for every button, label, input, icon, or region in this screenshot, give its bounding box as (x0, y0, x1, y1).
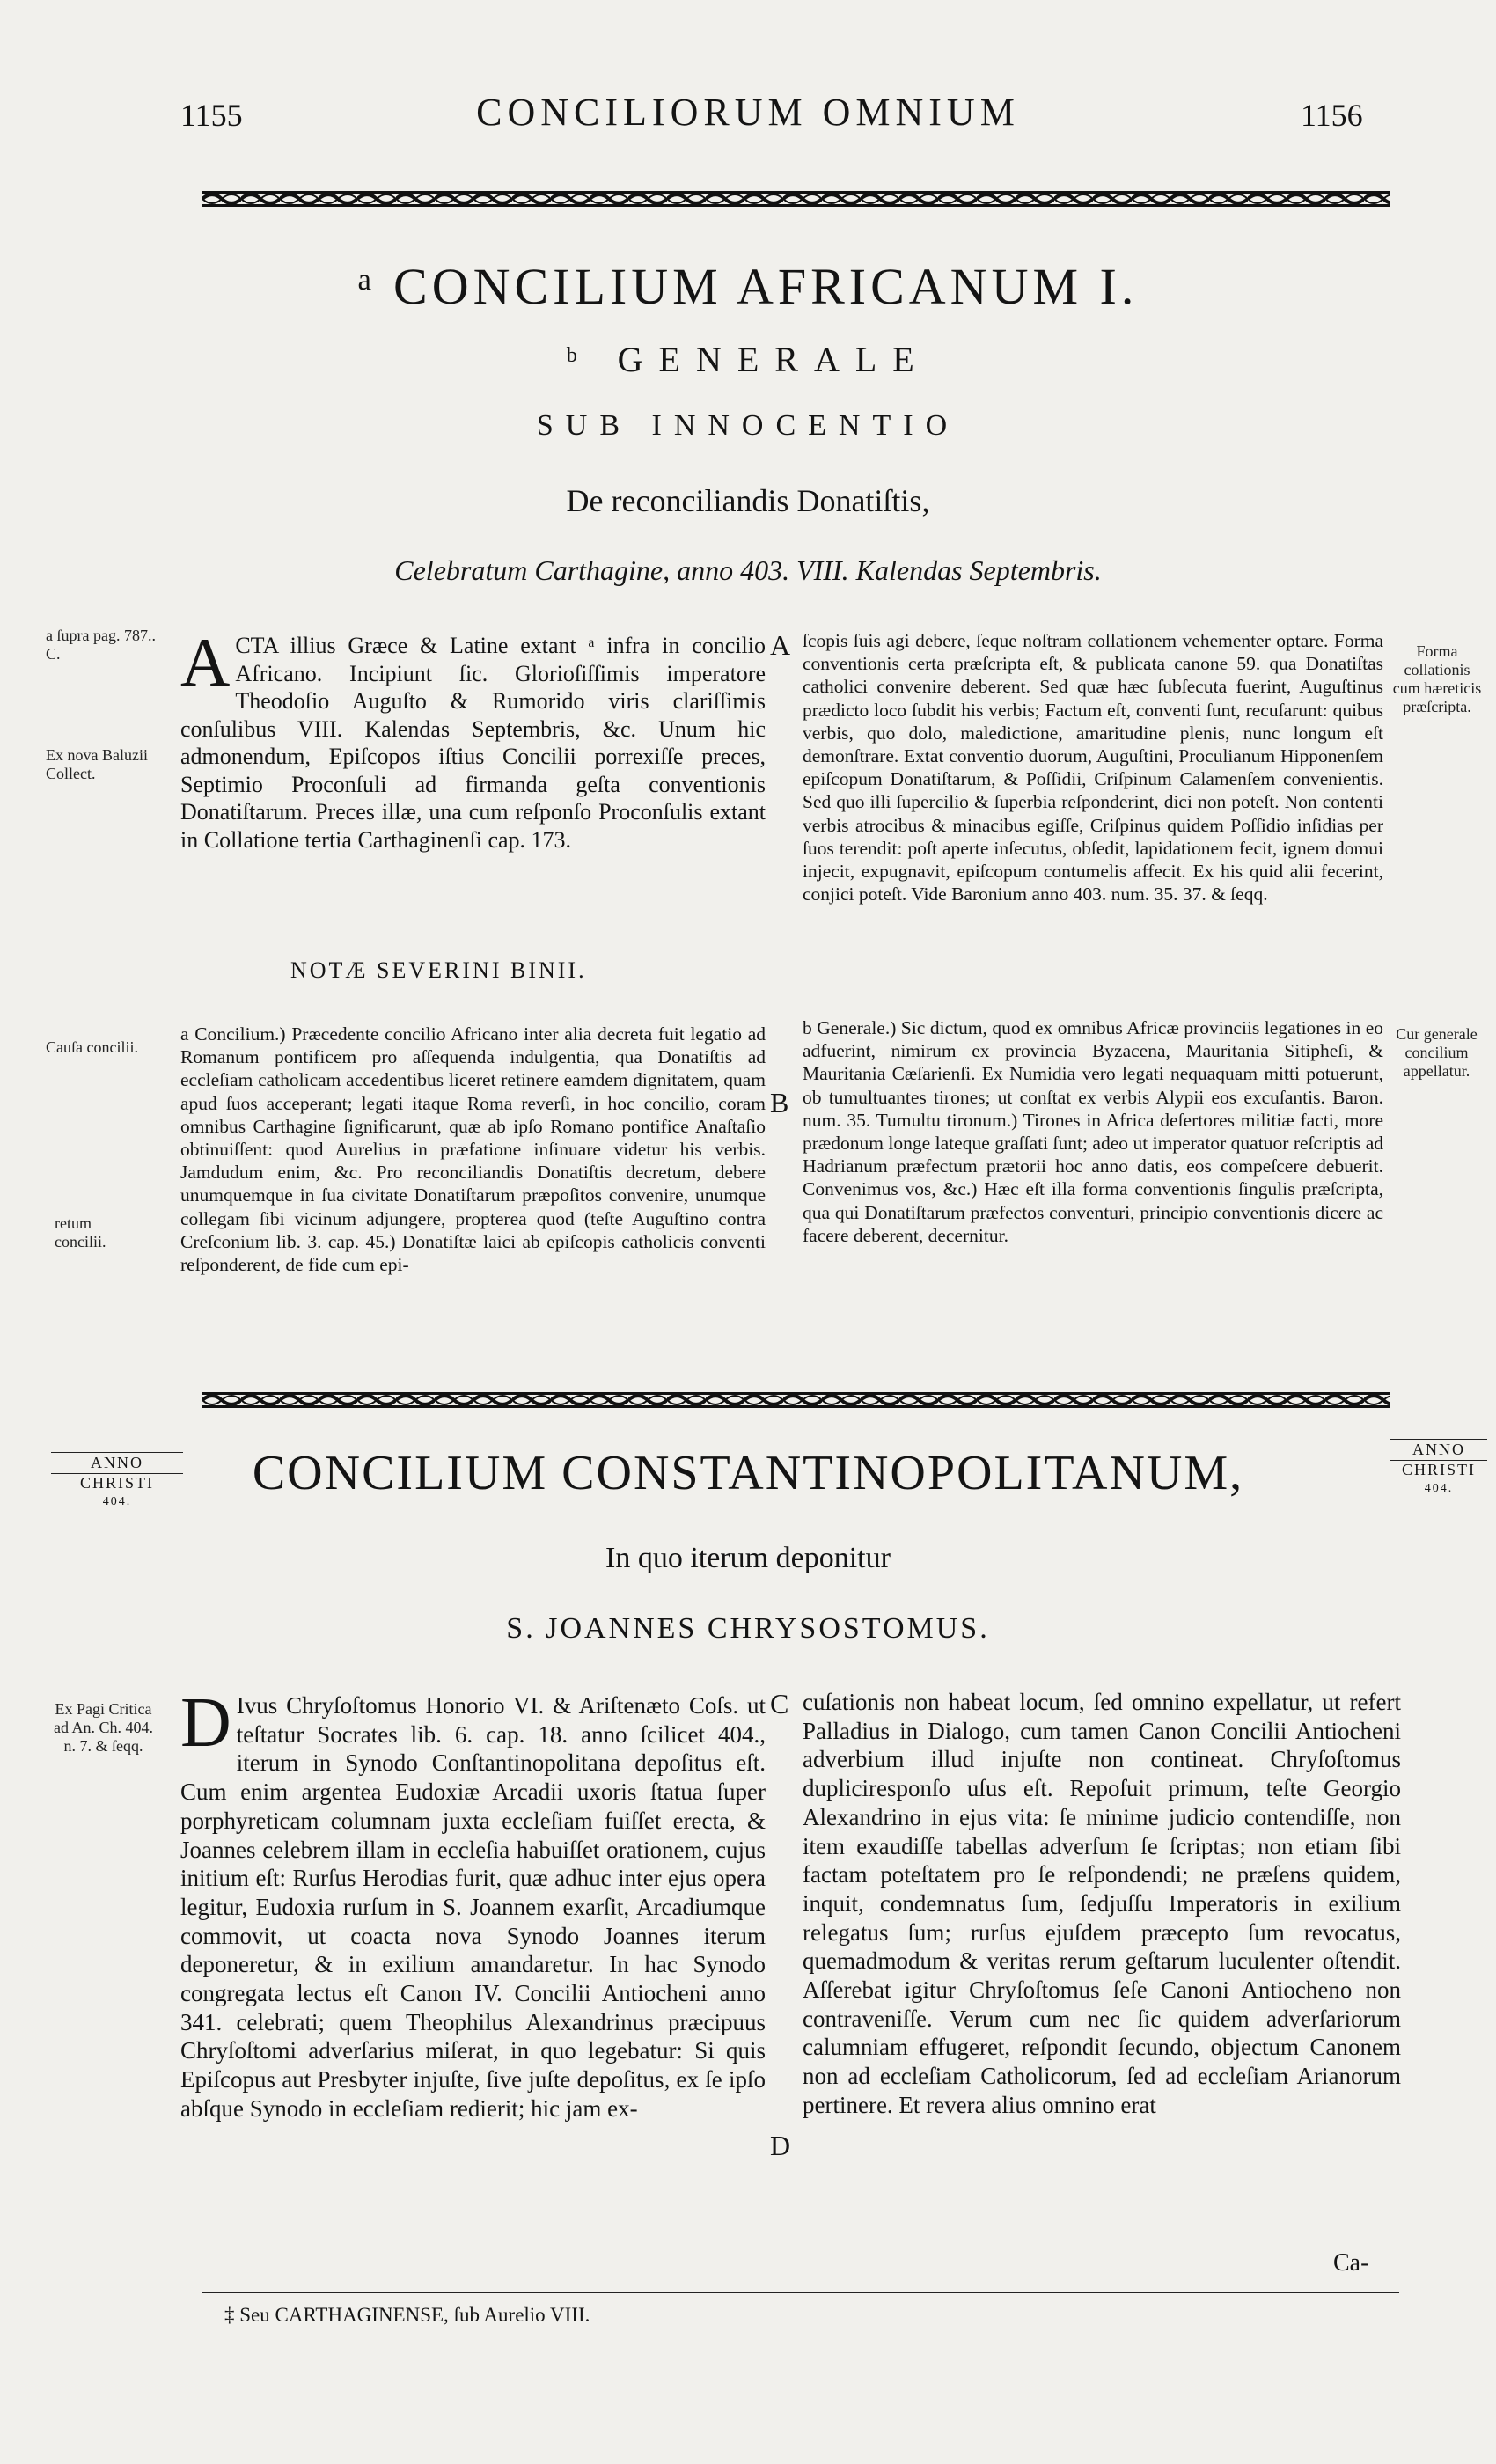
africanum-text-left (180, 624, 766, 854)
footnote: ‡ Seu CARTHAGINENSE, ſub Aurelio VIII. (224, 2304, 590, 2326)
page-number-right: 1156 (1301, 98, 1363, 133)
anno-year-right: 404. (1424, 1482, 1454, 1495)
section-letter-a: A (770, 629, 791, 661)
council-subtitle-generale: ᵇ GENERALE (566, 340, 930, 379)
africanum-body-right: ſcopis ſuis agi debere, ſeque noſtram collationem vehementer optare. Forma conventionis certa præſcripta eſt, & publicata canone 59. qua Donatiſtas catholici convenire deberent. Sed quæ hæc ſubſecuta fuerint, Auguſtinus prædicto loco ſubdit his verbis; Factum eſt, conventi ſunt, recuſarunt: quibus verbis, quo dolo, maledictione, amaritudine plenis, nunc longum eſt demonſtrare. Extat conventio duorum, Auguſtini, Proculianum Hipponenſem epiſcopum Donatiſtarum, & Poſſidii, Criſpinum Calamenſem convenientis. Sed quo illi ſupercilio & ſuperbia reſponderint, dici non poteſt. Non contenti verbis atrocibus & minacibus egiſſe, Criſpinus quidem Poſſidio inſidias per ſuos terendit: poſt aperte inſecutus, obſedit, lapidationem fecit, ignem domui injecit, expugnavit, epiſcopum contumelis affecit. Ex his quid alii fecerint, conjici poteſt. Vide Baronium anno 403. num. 35. 37. & ſeqq. (803, 630, 1383, 906)
christi-label-left: CHRISTI (79, 1474, 154, 1492)
africanum-notes-left: a Concilium.) Præcedente concilio Africano inter alia decreta fuit legatio ad Romanum pontificem pro aſſequenda indulgentia, qua Donatiſtis ad eccleſiam catholicam accedentibus liceret retinere eamdem dignitatem, quam apud ſuos acceperant; legati itaque Roma reverſi, in hoc concilio, coram omnibus Carthagine ſignificarunt, quæ ab ipſo Romano pontifice Anaſtaſio obtinuiſſent: quod Aurelius in præfatione inſinuare videtur his verbis. Jamdudum enim, &c. Pro reconciliandis Donatiſtis decretum, debere unumquemque in ſua civitate Donatiſtarum præpoſitos convenire, unumque collegam ſibi vicinum adjungere, propterea quod (teſte Auguſtino contra Creſconium lib. 3. cap. 45.) Donatiſtæ laici ab epiſcopis catholicis conventi reſponderent, de fide cum epi- (180, 1023, 766, 1276)
anno-year-left: 404. (102, 1495, 132, 1508)
council2-subject: S. JOANNES CHRYSOSTOMUS. (506, 1612, 990, 1645)
drop-cap-d: D (180, 1684, 231, 1762)
africanum-body-left: CTA illius Græce & Latine extant ᵃ infra in concilio Africano. Incipiunt ſic. Glorioſiſſimis imperatore Theodoſio Auguſto & Rumorido viris clariſſimis conſulibus VIII. Kalendas Septembris, &c. Unum hic admonendum, Epiſcopos iſtius Concilii porrexiſſe preces, Septimio Proconſuli ad firmanda geſta conventionis Donatiſtarum. Preces illæ, una cum reſponſo Proconſulis extant in Collatione tertia Carthaginenſi cap. 173. (180, 633, 766, 853)
section-letter-d: D (770, 2130, 791, 2161)
catchword: Ca- (1333, 2249, 1369, 2277)
running-title: CONCILIORUM OMNIUM (476, 91, 1020, 134)
council2-subtitle: In quo iterum deponitur (605, 1542, 891, 1574)
margin-note-retum: retum concilii. (55, 1214, 106, 1250)
council-date-line: Celebratum Carthagine, anno 403. VIII. Kalendas Septembris. (394, 554, 1102, 586)
council-title-constantinopolitanum: CONCILIUM CONSTANTINOPOLITANUM, (252, 1446, 1244, 1500)
africanum-notes-right: b Generale.) Sic dictum, quod ex omnibus Africæ provinciis legationes in eo adfuerint, nimirum ex provincia Byzacena, Mauritania Sitipheſi, & Mauritania Cæſarienſi. Ex Numidia vero legati nequaquam mitti potuerunt, ob tumultuantes tirones; ut conſtat ex verbis Alypii eos excuſantis. Baron. num. 35. Tumultu tironum.) Tirones in Africa deſertores militiæ facti, more prædonum longe lateque graſſati ſunt; adeo ut imperator quatuor reſcriptis ad Hadrianum præfectum prætorii hoc anno datis, eos compeſcere debuerit. Convenimus vos, &c.) Hæc eſt illa forma conventionis ſingulis præſcripta, qua qui Donatiſtarum præfectos conventuri, principio conventionis dicere ac facere deberent, decernitur. (803, 1017, 1383, 1246)
ornamental-rule-middle (202, 1390, 1390, 1410)
section-letter-c: C (770, 1688, 789, 1720)
margin-note-forma: Forma collationis cum hæreticis præſcripta. (1392, 642, 1482, 715)
margin-note-generale: Cur generale concilium appellatur. (1396, 1025, 1478, 1080)
council-subject: De reconciliandis Donatiſtis, (566, 483, 930, 518)
page-number-left: 1155 (180, 98, 243, 133)
christi-label-right: CHRISTI (1401, 1461, 1476, 1478)
anno-label-right: ANNO (1390, 1439, 1487, 1461)
margin-note-supra: a ſupra pag. 787.. C. (46, 627, 156, 663)
constantinopolitanum-body-left: Ivus Chryſoſtomus Honorio VI. & Ariſtenæto Coſs. ut teſtatur Socrates lib. 6. cap. 18. anno ſcilicet 404., iterum in Synodo Conſtantinopolitana depoſitus eſt. Cum enim argentea Eudoxiæ Arcadii uxoris ſtatua ſuper porphyreticam columnam juxta eccleſiam fuiſſet erecta, & Joannes celebrem illam in eccleſia habuiſſet orationem, cujus initium eſt: Rurſus Herodias furit, quæ adhuc inter ejus opera legitur, Eudoxia rurſum in S. Joannem exarſit, Arcadiumque commovit, ut coacta nova Synodo Joannes iterum deponeretur, & in exilium amandaretur. In hac Synodo congregata lectus eſt Canon IV. Concilii Antiocheni anno 341. celebrati; quem Theophilus Alexandrinus præcipuus Chryſoſtomi adverſarius miſerat, in quo legebatur: Si quis Epiſcopus aut Presbyter injuſte, ſive juſte depoſitus, ex ſe ipſo abſque Synodo in eccleſiam redierit; hic jam ex- (180, 1692, 766, 2122)
ornamental-rule-top (202, 189, 1390, 209)
notae-heading: NOTÆ SEVERINI BINII. (290, 957, 587, 983)
council-subtitle-innocentio: SUB INNOCENTIO (536, 409, 960, 442)
margin-note-causa: Cauſa concilii. (46, 1038, 138, 1056)
constantinopolitanum-text-left (180, 1684, 766, 2123)
section-letter-b: B (770, 1087, 789, 1118)
margin-note-pagi: Ex Pagi Critica ad An. Ch. 404. n. 7. & ſeqq. (53, 1700, 153, 1755)
drop-cap-a: A (180, 624, 231, 700)
footnote-rule (202, 2292, 1399, 2293)
constantinopolitanum-body-right: cuſationis non habeat locum, ſed omnino expellatur, ut refert Palladius in Dialogo, cum tamen Canon Concilii Antiocheni adverbium illud injuſte non contineat. Chryſoſtomus dupliciresponſo uſus eſt. Repoſuit primum, teſte Georgio Alexandrino in ejus vita: ſe minime judicio contendiſſe, non item exaudiſſe tabellas adverſum ſe ſcriptas; non etiam ſibi factam poteſtatem pro ſe reſpondendi; ne præſens quidem, inquit, condemnatus ſum, ſedjuſſu Imperatoris in exilium relegatus ſum; rurſus ejuſdem præcepto ſum revocatus, quemadmodum & veritas rerum geſtarum luculenter oſtendit. Aſſerebat igitur Chryſoſtomus ſeſe Canoni Antiocheno non contraveniſſe. Verum cum nec ſic quidem adverſariorum calumniam effugeret, reſpondit ſecundo, objectum Canonem non ad eccleſiam Catholicorum, ſed ad eccleſiam Arianorum pertinere. Et revera alius omnino erat (803, 1689, 1401, 2118)
margin-note-baluzii: Ex nova Baluzii Collect. (46, 746, 148, 782)
anno-label-left: ANNO (51, 1452, 183, 1474)
council-title-africanum: ᵃ CONCILIUM AFRICANUM I. (357, 258, 1139, 315)
